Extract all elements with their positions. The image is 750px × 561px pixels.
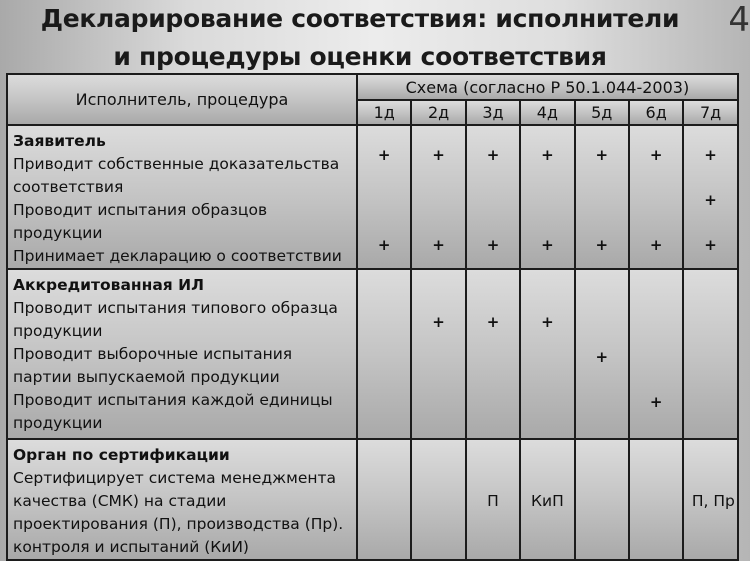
schema-header-4d: 4д [520,100,574,125]
stage-mark: П [487,492,499,510]
cell-2d [411,439,465,560]
plus-mark: + [541,146,554,164]
cell-4d [520,269,574,439]
plus-mark: + [649,146,663,164]
table-row-certification-body [7,439,738,560]
procedure-line: Проводит испытания типового образца [13,299,338,317]
cell-2d [411,125,465,269]
applicant-description [7,125,357,269]
plus-mark: + [595,236,609,254]
cell-6d [629,439,683,560]
table-row-accredited-lab [7,269,738,439]
schema-header-6d: 6д [629,100,683,125]
stage-mark: КиП [531,492,564,510]
procedure-line: Проводит испытания образцов [13,201,268,219]
plus-mark: + [541,313,554,331]
procedure-line: продукции [13,322,103,340]
plus-mark: + [704,236,717,254]
procedure-line: Принимает декларацию о соответствии [13,247,342,265]
schema-header-5d: 5д [575,100,629,125]
cell-7d [683,269,737,439]
schema-header-3d: 3д [466,100,520,125]
cell-1d [357,439,411,560]
schemes-table [6,73,739,561]
plus-mark: + [704,146,717,164]
plus-mark: + [432,146,445,164]
plus-mark: + [595,348,609,366]
performer-column-header: Исполнитель, процедура [7,74,357,125]
group-name: Заявитель [13,132,106,150]
cell-5d [575,269,629,439]
plus-mark: + [486,146,500,164]
plus-mark: + [432,236,445,254]
procedure-line: проектирования (П), производства (Пр). [13,515,344,533]
procedure-line: соответствия [13,178,124,196]
cell-3d [466,439,520,560]
cell-3d [466,125,520,269]
table-row-applicant [7,125,738,269]
cell-1d [357,125,411,269]
cell-7d [683,125,737,269]
group-name: Аккредитованная ИЛ [13,276,204,294]
plus-mark: + [432,313,445,331]
schema-header-1d: 1д [357,100,411,125]
cell-6d [629,269,683,439]
plus-mark: + [649,236,663,254]
plus-mark: + [649,393,663,411]
plus-mark: + [541,236,554,254]
accredited-lab-description [7,269,357,439]
cell-1d [357,269,411,439]
cell-4d [520,125,574,269]
plus-mark: + [377,236,391,254]
procedure-line: продукции [13,414,103,432]
stage-mark: П, Пр [691,492,735,510]
procedure-line: Проводит испытания каждой единицы [13,391,333,409]
group-name: Орган по сертификации [13,446,230,464]
procedure-line: Сертифицирует система менеджмента [13,469,337,487]
plus-mark: + [486,313,500,331]
plus-mark: + [377,146,391,164]
schema-header-7d: 7д [683,100,737,125]
plus-mark: + [486,236,500,254]
cell-4d [520,439,574,560]
procedure-line: Приводит собственные доказательства [13,155,340,173]
slide-number: 4 [728,0,750,40]
cell-7d [683,439,737,560]
certification-body-description [7,439,357,560]
cell-5d [575,125,629,269]
procedure-line: качества (СМК) на стадии [13,492,227,510]
cell-5d [575,439,629,560]
plus-mark: + [704,191,717,209]
procedure-line: Проводит выборочные испытания [13,345,293,363]
schema-group-header: Схема (согласно Р 50.1.044-2003) [357,74,738,100]
cell-2d [411,269,465,439]
procedure-line: партии выпускаемой продукции [13,368,280,386]
plus-mark: + [595,146,609,164]
schema-header-2d: 2д [411,100,465,125]
procedure-line: контроля и испытаний (КиИ) [13,538,249,556]
slide-title: Декларирование соответствия: исполнители и процедуры оценки соответствия [40,4,680,71]
cell-3d [466,269,520,439]
cell-6d [629,125,683,269]
procedure-line: продукции [13,224,103,242]
